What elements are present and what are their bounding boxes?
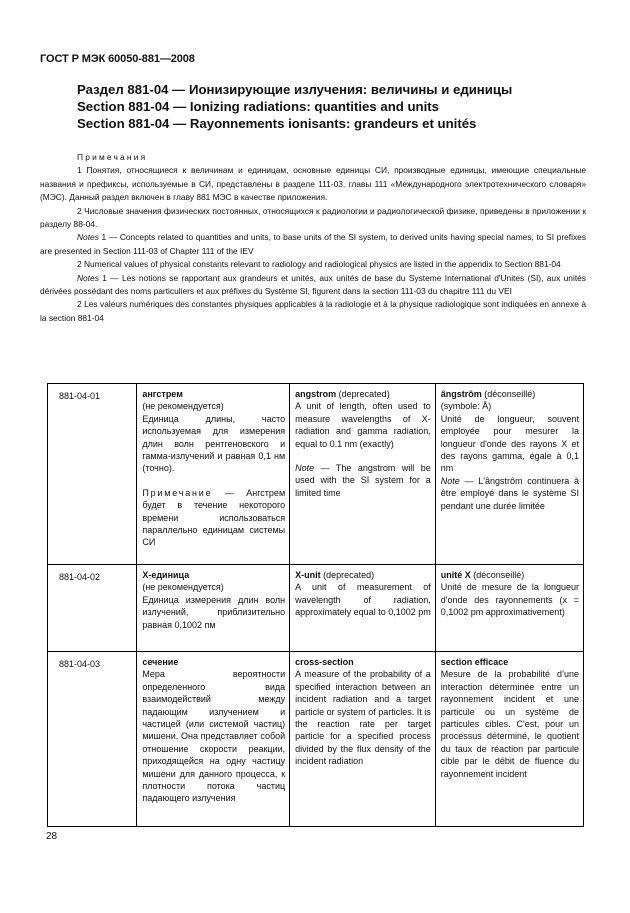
term-qualifier-ru: (не рекомендуется) (142, 401, 224, 412)
term-name-en: angstrom (295, 389, 337, 399)
term-cell-en (290, 652, 436, 827)
term-cell-ru (137, 384, 290, 565)
term-symbol-fr: (symbole: Å) (440, 401, 492, 412)
term-note-fr: Note — L'ângstrôm continuera à être employé dans le système SI pendant une durée limitée (440, 475, 579, 511)
notes-label-en: Notes (77, 232, 99, 243)
term-code: 881-04-01 (48, 384, 137, 565)
note-en-2: 2 Numerical values of physical constants relevant to radiology and radiological physics are listed in the appendix to Section 881-04 (77, 259, 561, 270)
page-number: 28 (46, 831, 58, 842)
term-name-ru: ангстрем (142, 389, 183, 399)
term-qualifier-fr: (déconseillé) (470, 570, 525, 580)
note-fr-1: Notes 1 — Les notions se rapportant aux grandeurs et unités, aux unités de base du Systeme International d'Unites (SI), aux unités dérivées possédant des noms particuliers et aux préfixes du Système SI, figurent dans la section 111-03 du chapitre 111 du VEI (40, 272, 586, 297)
term-definition-ru: Единица измерения длин волн излучений, приблизительно равная 0,1002 пм (142, 594, 286, 630)
term-cell-fr (435, 652, 583, 827)
note-ru-2: 2 Числовые значения физических постоянных, относящихся к радиологии и радиологической физике, приведены в приложении к разделу 88-04. (40, 205, 586, 230)
term-qualifier-fr: (déconseillé) (481, 389, 536, 399)
term-qualifier-ru: (не рекомендуется) (142, 582, 224, 593)
note-en-1: Notes 1 — Concepts related to quantities and units, to base units of the SI system, to derived units having special names, to SI prefixes are presented in Section 111-03 of Chapter 111 of the IEV (40, 232, 586, 256)
term-name-fr: ângstrôm (440, 389, 482, 399)
term-name-en: cross-section (295, 657, 354, 667)
term-cell-ru (137, 565, 290, 652)
term-definition-fr: Mesure de la probabilité d’une interaction déterminée entre un rayonnement incident et une particule ou un système de particules cibles. C'est, pour un processus déterminé, le quotient du taux de réaction par particule cible par le débit de fluence du rayonnement incident (440, 669, 579, 779)
term-cell-ru (137, 652, 290, 827)
term-cell-fr (435, 384, 583, 565)
table-row (48, 565, 584, 652)
section-titles (77, 81, 512, 132)
term-cell-fr (435, 565, 583, 652)
document-standard-header: ГОСТ Р МЭК 60050-881—2008 (40, 53, 195, 65)
term-code: 881-04-03 (48, 652, 137, 827)
term-name-fr: unité X (440, 570, 471, 580)
term-qualifier-en: (deprecated) (320, 570, 375, 580)
term-definition-en: A unit of measurement of wavelength of radiation, approximately equal to 0,1002 pm (295, 582, 431, 618)
term-qualifier-en: (deprecated) (336, 389, 390, 399)
term-code: 881-04-02 (48, 565, 137, 652)
term-note-ru: Примечание — Ангстрем будет в течение некоторого времени использоваться параллельно единицам системы СИ (142, 487, 286, 548)
term-name-en: X-unit (295, 570, 321, 580)
term-definition-fr: Unité de longueur, souvent employée pour mesurer la longueur d'onde des rayons X et des rayons gamma, égale à 0,1 nm (440, 413, 579, 474)
term-definition-ru: Мера вероятности определенного вида взаимодействий между падающим излучением и частицей (или системой частиц) мишени. Она представляет собой отношение скорости реакции, приходящейся на одну частицу мишени для данного процесса, к плотности потока частиц падающего излучения (142, 669, 286, 804)
section-title-en: Section 881-04 — Ionizing radiations: quantities and units (77, 99, 439, 114)
table-row (48, 384, 584, 565)
term-definition-fr: Unité de mesure de la longueur d'onde des rayonnements (x = 0,1002 pm approximativement) (440, 582, 579, 618)
term-note-en: Note — The angstrom will be used with the SI system for a limited time (295, 463, 431, 498)
term-cell-en (290, 565, 436, 652)
term-definition-en: A unit of length, often used to measure wavelengths of X-radiation and gamma radiation, equal to 0.1 nm (exactly) (295, 401, 431, 449)
note-ru-1: 1 Понятия, относящиеся к величинам и единицам, основные единицы СИ, производные единицы, имеющие специальные названия и префиксы, используемые в СИ, представлены в разделе 111-03, главы 111 «Международного электротехнического словаря» (МЭС). Данный раздел включен в главу 881 МЭС в качестве приложения. (40, 165, 586, 203)
notes-label-fr: Notes (77, 272, 99, 283)
term-definition-en: A measure of the probability of a specified interaction between an incident radiation and a target particle or system of particles. It is the reaction rate per target particle for a specified process divided by the flux density of the incident radiation (295, 669, 431, 767)
term-name-ru: X-единица (142, 570, 190, 580)
section-title-fr: Section 881-04 — Rayonnements ionisants: grandeurs et unités (77, 116, 477, 131)
note-fr-2: 2 Les valeurs numériques des constantes physiques applicables à la radiologie et à la physique radiologique sont indiquées en annexe à la section 881-04 (40, 299, 586, 323)
notes-block (40, 151, 586, 325)
table-row (48, 652, 584, 827)
term-definition-ru: Единица длины, часто используемая для измерения длин волн рентгеновского и гамма-излучений и равная 0,1 нм (точно). (142, 413, 286, 474)
section-title-ru: Раздел 881-04 — Ионизирующие излучения: величины и единицы (77, 82, 513, 97)
term-cell-en (290, 384, 436, 565)
term-name-fr: section efficace (440, 657, 509, 667)
notes-heading-ru: Примечания (77, 152, 148, 162)
terms-table (47, 383, 584, 827)
term-name-ru: сечение (142, 657, 179, 667)
